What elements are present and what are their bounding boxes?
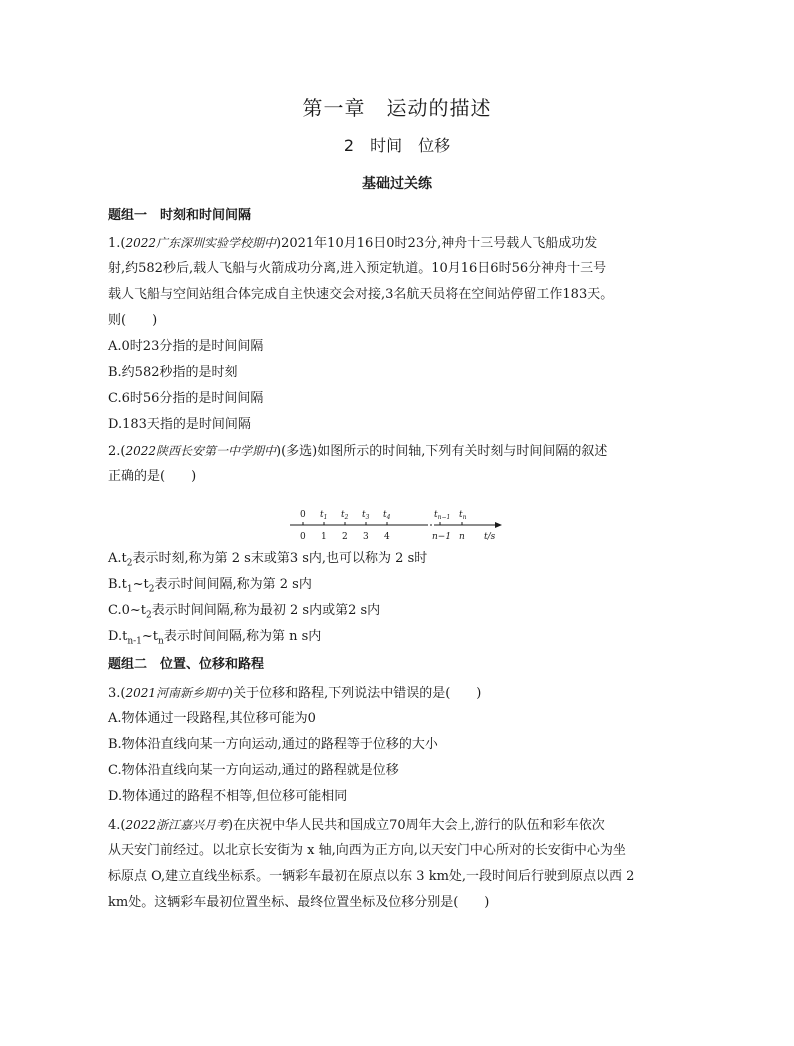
bottom-label-0: 0 xyxy=(300,532,306,542)
timeline-arrow xyxy=(495,522,502,528)
q3-number: 3.( xyxy=(108,686,126,701)
axis-unit-label: t/s xyxy=(484,532,496,542)
top-label-tn-1: $t_{n-1}$ xyxy=(434,510,451,521)
q1-text-1: )2021年10月16日0时23分,神舟十三号载人飞船成功发 xyxy=(276,236,598,251)
q1-line-4: 则( ) xyxy=(108,313,158,328)
q4-line-1 xyxy=(108,812,605,839)
bottom-label-3: 3 xyxy=(363,532,369,542)
bottom-label-n-1: n−1 xyxy=(432,532,452,542)
section-title: 2 时间 位移 xyxy=(343,136,451,155)
q1-option-d: D.183天指的是时间间隔 xyxy=(108,417,251,432)
chapter-title: 第一章 运动的描述 xyxy=(302,96,492,120)
q4-source: 2022浙江嘉兴月考 xyxy=(125,818,229,832)
group-2-heading: 题组二 位置、位移和路程 xyxy=(108,657,265,672)
q2-option-d: $D.t_{n-1}\sim t_n$表示时间间隔,称为第 n s内 xyxy=(108,629,322,647)
subsection-title: 基础过关练 xyxy=(362,176,432,192)
q1-source: 2022广东深圳实验学校期中 xyxy=(125,236,277,250)
q2-option-c: $C.0\sim t_2$表示时间间隔,称为最初 2 s内或第2 s内 xyxy=(108,603,381,621)
q3-line-1 xyxy=(108,680,481,707)
bottom-label-2: 2 xyxy=(342,532,348,542)
top-label-t2: $t_2$ xyxy=(341,510,349,521)
bottom-label-n: n xyxy=(459,532,465,542)
q4-line-3: 标原点 O,建立直线坐标系。一辆彩车最初在原点以东 3 km处,一段时间后行驶到原点以西 2 xyxy=(108,869,635,884)
q3-option-a: A.物体通过一段路程,其位移可能为0 xyxy=(108,711,316,726)
bottom-label-4: 4 xyxy=(384,532,390,542)
q4-line-4: km处。这辆彩车最初位置坐标、最终位置坐标及位移分别是( ) xyxy=(108,895,490,910)
q2-line-2: 正确的是( ) xyxy=(108,469,197,484)
q1-option-a: A.0时23分指的是时间间隔 xyxy=(108,339,264,354)
q3-option-d: D.物体通过的路程不相等,但位移可能相同 xyxy=(108,789,348,804)
top-label-t3: $t_3$ xyxy=(362,510,370,521)
q2-option-b: $B.t_1\sim t_2$表示时间间隔,称为第 2 s内 xyxy=(108,577,312,595)
q1-line-2: 射,约582秒后,载人飞船与火箭成功分离,进入预定轨道。10月16日6时56分神舟十三号 xyxy=(108,261,607,276)
q2-text-1: )(多选)如图所示的时间轴,下列有关时刻与时间间隔的叙述 xyxy=(276,444,608,459)
q4-line-2: 从天安门前经过。以北京长安街为 x 轴,向西为正方向,以天安门中心所对的长安街中心为坐 xyxy=(108,843,626,858)
q3-text-1: )关于位移和路程,下列说法中错误的是( ) xyxy=(228,686,482,701)
q1-option-b: B.约582秒指的是时刻 xyxy=(108,365,238,380)
top-label-t4: $t_4$ xyxy=(383,510,391,521)
top-label-t1: $t_1$ xyxy=(320,510,328,521)
q1-option-c: C.6时56分指的是时间间隔 xyxy=(108,391,264,406)
top-label-tn: $t_n$ xyxy=(459,510,467,521)
q2-line-1 xyxy=(108,438,607,465)
q3-option-b: B.物体沿直线向某一方向运动,通过的路程等于位移的大小 xyxy=(108,737,438,752)
q4-text-1: )在庆祝中华人民共和国成立70周年大会上,游行的队伍和彩车依次 xyxy=(228,818,605,833)
q3-source: 2021河南新乡期中 xyxy=(125,686,229,700)
q2-number: 2.( xyxy=(108,444,126,459)
q4-number: 4.( xyxy=(108,818,126,833)
timeline-figure xyxy=(286,505,506,545)
bottom-label-1: 1 xyxy=(321,532,327,542)
top-label-0: 0 xyxy=(300,510,306,520)
q1-line-1 xyxy=(108,230,597,257)
group-1-heading: 题组一 时刻和时间间隔 xyxy=(108,208,252,223)
q1-line-3: 载人飞船与空间站组合体完成自主快速交会对接,3名航天员将在空间站停留工作183天。 xyxy=(108,287,614,302)
q3-option-c: C.物体沿直线向某一方向运动,通过的路程就是位移 xyxy=(108,763,399,778)
q2-option-a: $A.t_2$表示时刻,称为第 2 s末或第3 s内,也可以称为 2 s时 xyxy=(108,551,428,569)
q2-source: 2022陕西长安第一中学期中 xyxy=(125,444,277,458)
q1-number: 1.( xyxy=(108,236,126,251)
